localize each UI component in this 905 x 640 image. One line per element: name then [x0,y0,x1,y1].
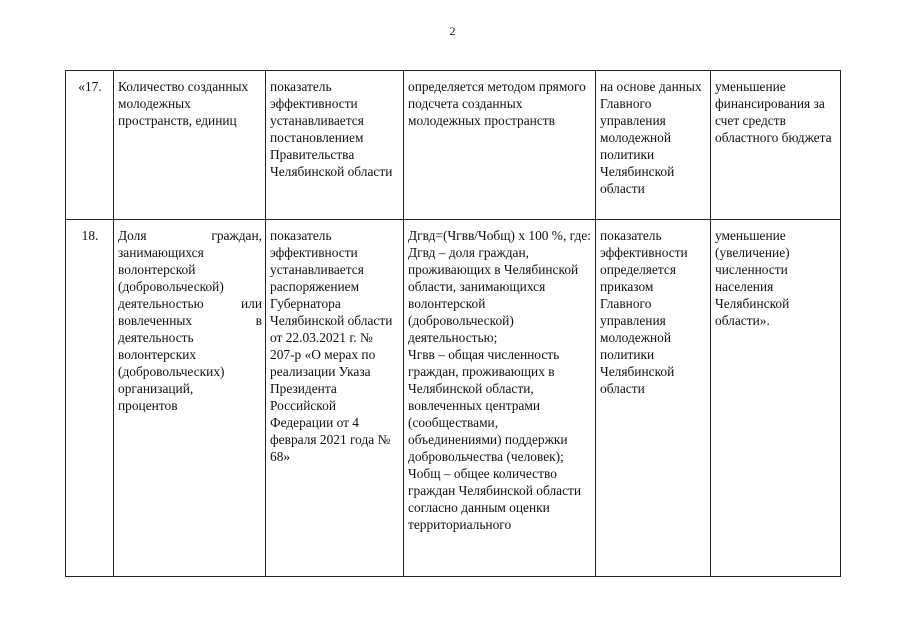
indicator-line: процентов [118,398,178,413]
indicator-line: волонтерской [118,262,196,277]
basis-cell: показатель эффективности устанавливается распоряжением Губернатора Челябинской области от 22.03.2021 г. № 207-р «О мерах по реализации Указа Президента Российской Федерации от 4 февраля 2021 года № 68» [266,220,404,577]
indicator-line: (добровольческой) [118,279,224,294]
definition-line: Чобщ – общее количество граждан Челябинской области согласно данным оценки территориального [408,466,582,532]
basis-cell: показатель эффективности устанавливается постановлением Правительства Челябинской области [266,71,404,220]
indicator-cell: Количество созданных молодежных пространств, единиц [114,71,266,220]
indicator-line: занимающихся [118,245,204,260]
row-number: «17. [66,71,114,220]
indicator-line: организаций, [118,381,194,396]
source-cell: показатель эффективности определяется приказом Главного управления молодежной политики Челябинской области [596,220,711,577]
source-cell: на основе данных Главного управления молодежной политики Челябинской области [596,71,711,220]
indicator-cell [114,220,266,577]
definition-line: Чгвв – общая численность граждан, проживающих в Челябинской области, вовлеченных центрами (сообществами, объединениями) поддержки добровольчества (человек); [408,347,568,464]
indicators-table [65,70,841,577]
indicator-line: (добровольческих) [118,364,225,379]
page-number: 2 [449,24,456,38]
consequence-cell: уменьшение (увеличение) численности населения Челябинской области». [711,220,841,577]
definition-line: Дгвд – доля граждан, проживающих в Челябинской области, занимающихся волонтерской (добровольческой) деятельностью; [408,245,579,345]
indicator-line: вовлеченных в [118,313,262,328]
indicator-line: Доля граждан, [118,228,262,243]
indicator-line: деятельность [118,330,194,345]
indicator-line: волонтерских [118,347,197,362]
row-number: 18. [66,220,114,577]
indicator-line: деятельностью или [118,296,262,311]
formula-line: Дгвд=(Чгвв/Чобщ) х 100 %, где: [408,228,591,243]
table-row [66,220,841,577]
method-cell [404,220,596,577]
table-row [66,71,841,220]
consequence-cell: уменьшение финансирования за счет средств областного бюджета [711,71,841,220]
method-cell: определяется методом прямого подсчета созданных молодежных пространств [404,71,596,220]
